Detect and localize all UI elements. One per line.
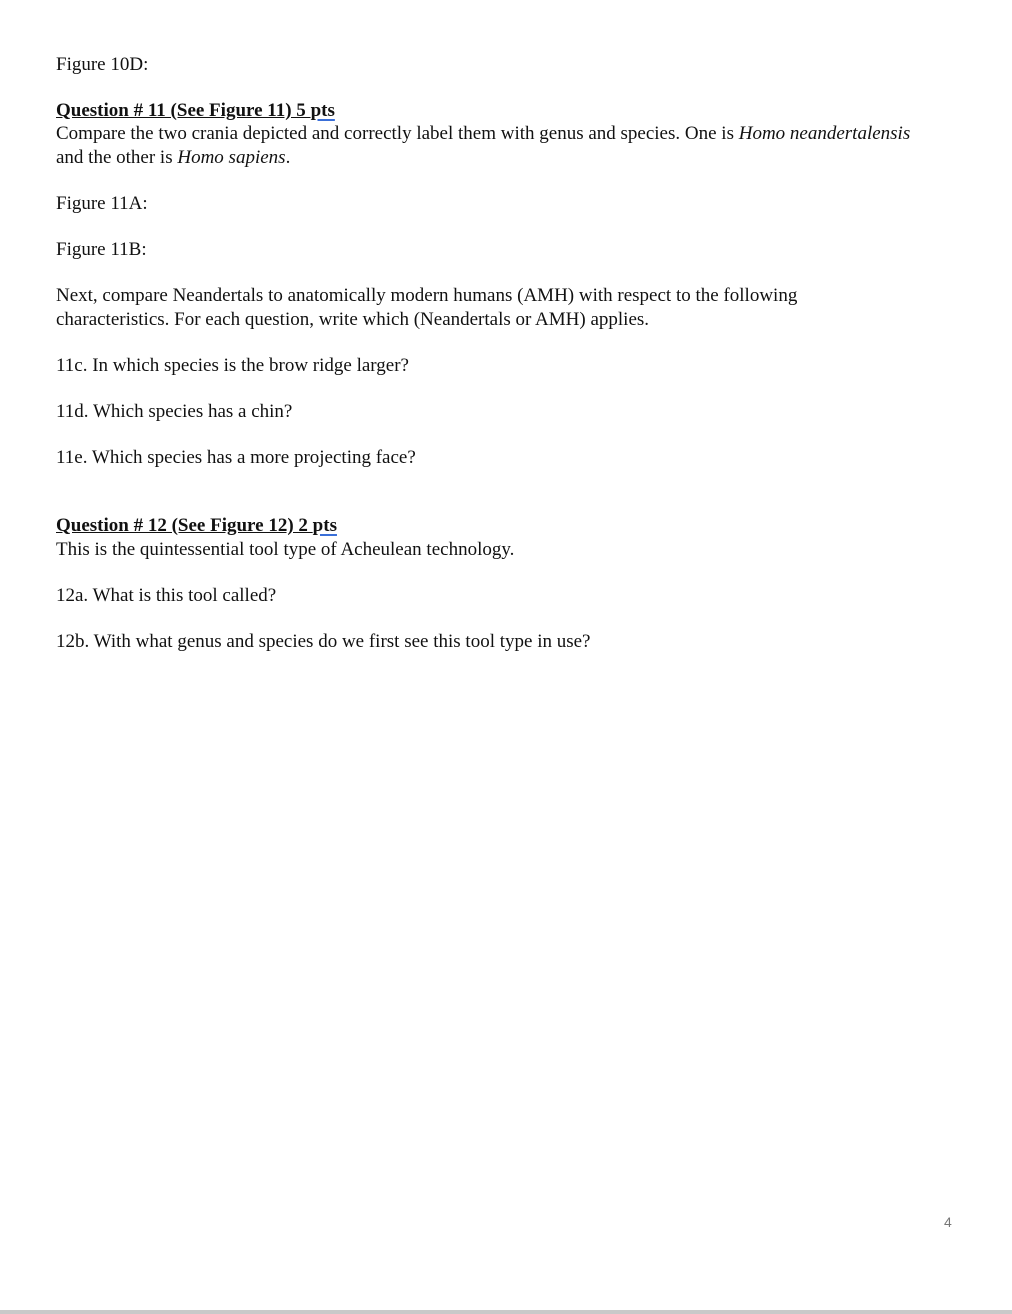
- question-12-intro: This is the quintessential tool type of Acheulean technology.: [56, 539, 515, 560]
- question-11e: 11e. Which species has a more projecting face?: [56, 447, 416, 468]
- figure-11a-label: Figure 11A:: [56, 193, 148, 214]
- question-11-pts: pts: [310, 100, 335, 121]
- question-11-intro-text: Compare the two crania depicted and correctly label them with genus and species. One is: [56, 123, 739, 144]
- question-12-pts: pts: [312, 515, 337, 536]
- compare-instructions-line-1: Next, compare Neandertals to anatomically modern humans (AMH) with respect to the following: [56, 285, 798, 306]
- question-11-intro-line-1: [56, 122, 910, 146]
- question-11d: 11d. Which species has a chin?: [56, 401, 293, 422]
- page-bottom-divider: [0, 1310, 1012, 1314]
- question-11-intro-text-2: and the other is: [56, 147, 178, 168]
- question-12b: 12b. With what genus and species do we first see this tool type in use?: [56, 631, 591, 652]
- question-11-intro-line-2: [56, 146, 290, 170]
- question-11-title: Question # 11 (See Figure 11) 5: [56, 100, 311, 121]
- species-sapiens: Homo sapiens: [177, 147, 286, 168]
- question-12a: 12a. What is this tool called?: [56, 585, 277, 606]
- compare-instructions-line-2: characteristics. For each question, write which (Neandertals or AMH) applies.: [56, 309, 650, 330]
- page-number: 4: [944, 1214, 952, 1230]
- figure-11b-label: Figure 11B:: [56, 239, 147, 260]
- species-neandertalensis: Homo neandertalensis: [738, 123, 911, 144]
- question-11c: 11c. In which species is the brow ridge larger?: [56, 355, 409, 376]
- figure-10d-label: Figure 10D:: [56, 54, 149, 75]
- question-11-intro-end: .: [285, 147, 291, 168]
- question-12-heading: [56, 514, 337, 538]
- question-11-heading: [56, 99, 335, 123]
- question-12-title: Question # 12 (See Figure 12) 2: [56, 515, 313, 536]
